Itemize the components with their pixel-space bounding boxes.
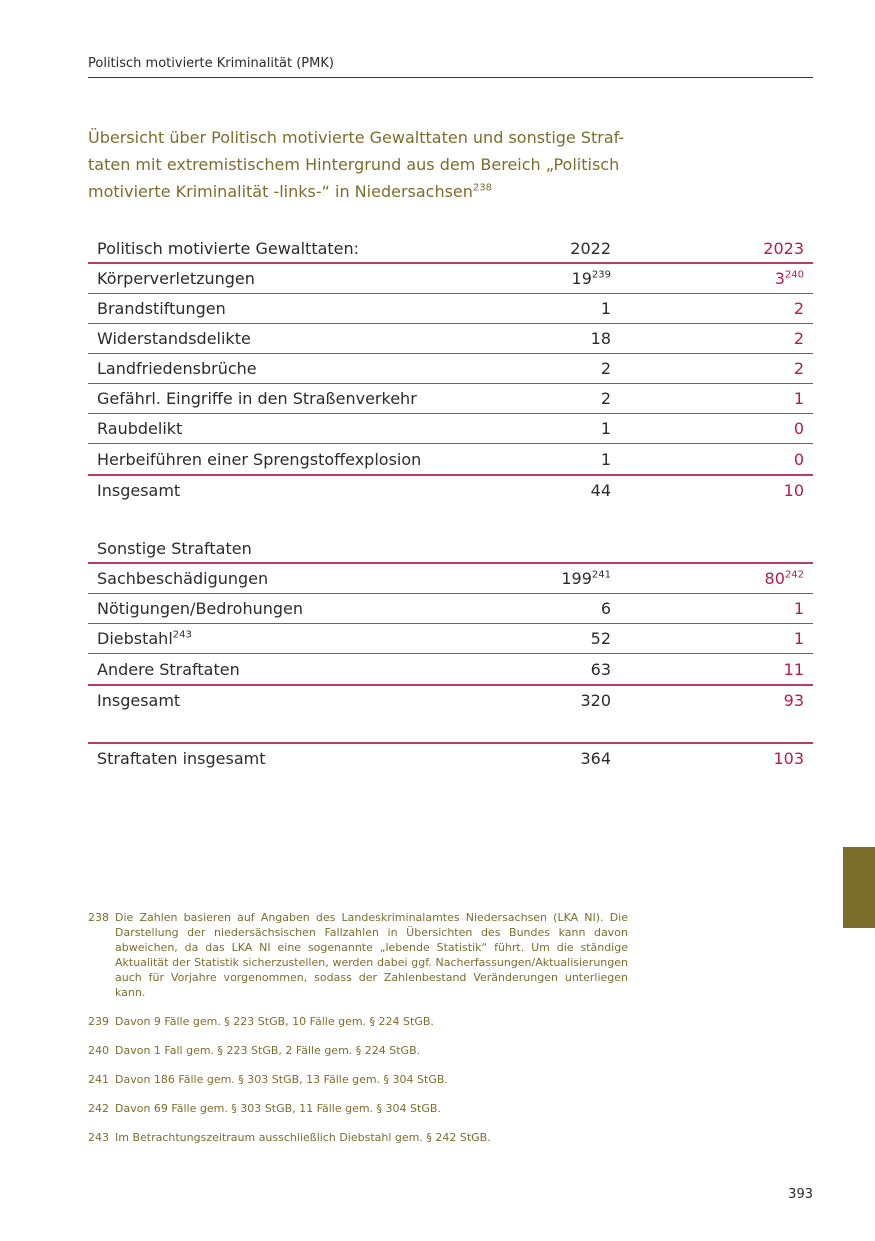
header-label: Politisch motivierte Gewalttaten:	[97, 238, 360, 258]
table-row: Andere Straftaten 63 11	[97, 659, 804, 679]
footnotes	[88, 910, 628, 1159]
table-row: Körperverletzungen $19^{239}$ $3^{240}$	[88, 264, 813, 294]
footnote-ref[interactable]: 242	[784, 569, 804, 581]
table-row: Landfriedensbrüche 2 2	[88, 354, 813, 384]
table-total-row: Insgesamt 320 93	[88, 684, 813, 714]
footnote: 239 Davon 9 Fälle gem. § 223 StGB, 10 Fälle gem. § 224 StGB.	[88, 1015, 434, 1028]
table-row: Sachbeschädigungen $199^{241}$ $80^{242}$	[88, 564, 813, 594]
footnote-ref[interactable]: 241	[591, 569, 611, 581]
table-header-row	[88, 234, 813, 264]
table-row: Raubdelikt 1 0	[88, 414, 813, 444]
title-line-3: motivierte Kriminalität -links-“ in Niedersachsen	[88, 182, 473, 201]
running-header: Politisch motivierte Kriminalität (PMK)	[88, 56, 813, 78]
header-label: Sonstige Straftaten	[97, 538, 252, 558]
chapter-tab-marker	[843, 847, 875, 928]
footnote: 243 Im Betrachtungszeitraum ausschließlich Diebstahl gem. § 242 StGB.	[88, 1131, 491, 1144]
table-row: Herbeiführen einer Sprengstoffexplosion 1 0	[97, 449, 804, 469]
title-line-2: taten mit extremistischem Hintergrund aus dem Bereich „Politisch	[88, 155, 620, 174]
table-total-row: Insgesamt 44 10	[88, 474, 813, 504]
footnote: 241 Davon 186 Fälle gem. § 303 StGB, 13 Fälle gem. § 304 StGB.	[88, 1073, 448, 1086]
footnote-ref[interactable]: 240	[784, 269, 804, 281]
table-header-row	[88, 534, 813, 564]
title-footnote-ref[interactable]: 238	[472, 182, 493, 194]
footnote-ref[interactable]: 239	[591, 269, 611, 281]
footnote: 238 Die Zahlen basieren auf Angaben des Landeskriminalamtes Niedersachsen (LKA NI). Die Darstellung der niedersächsischen Fallzahlen in Übersichten des Bundes kann davon abweichen, da das LKA NI eine sogenannte „lebende Statistik“ führt. Um die ständige Aktualität der Statistik sicherzustellen, werden dabei ggf. Nacherfassungen/Aktualisierungen auch für Vorjahre vorgenommen, sodass der Zahlenbestand Veränderungen unterliegen kann.	[88, 911, 628, 999]
footnote: 242 Davon 69 Fälle gem. § 303 StGB, 11 Fälle gem. § 304 StGB.	[88, 1102, 441, 1115]
header-2022: 2022	[570, 238, 611, 258]
table-row: Brandstiftungen 1 2	[88, 294, 813, 324]
table-row: Widerstandsdelikte 18 2	[88, 324, 813, 354]
title-line-1: Übersicht über Politisch motivierte Gewalttaten und sonstige Straf-	[88, 128, 625, 147]
violent-crimes-table	[88, 234, 813, 504]
header-2023: 2023	[763, 238, 804, 258]
table-row: Gefährl. Eingriffe in den Straßenverkehr 2 1	[88, 384, 813, 414]
footnote-ref[interactable]: 243	[172, 629, 192, 641]
page-number: 393	[788, 1187, 813, 1202]
table-row: Nötigungen/Bedrohungen 6 1	[88, 594, 813, 624]
table-title	[88, 124, 633, 205]
table-row: Diebstahl$^{243}$ 52 1	[88, 624, 813, 654]
footnote: 240 Davon 1 Fall gem. § 223 StGB, 2 Fälle gem. § 224 StGB.	[88, 1044, 421, 1057]
other-crimes-table	[88, 534, 813, 714]
grand-total-table	[88, 742, 813, 772]
grand-total-row: Straftaten insgesamt 364 103	[88, 742, 813, 772]
